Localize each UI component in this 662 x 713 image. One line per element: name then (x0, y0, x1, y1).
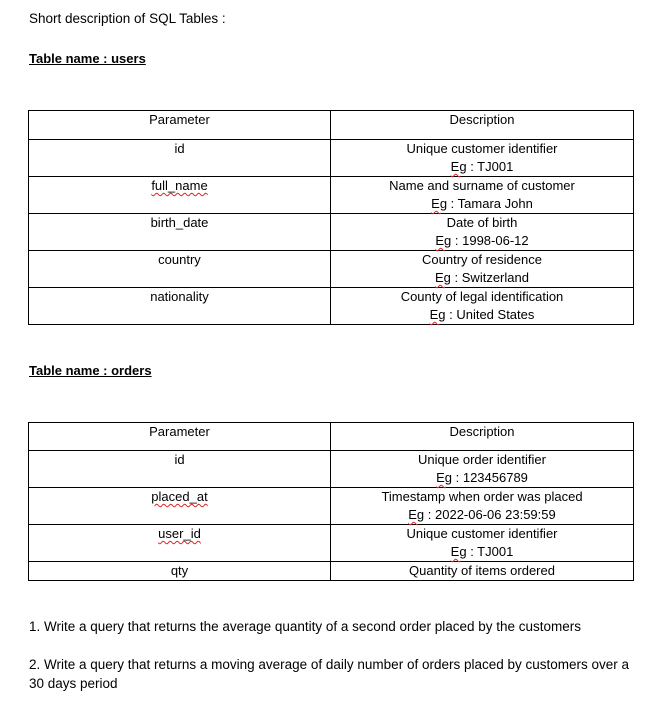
example-value: : TJ001 (466, 159, 514, 174)
description-text: Unique order identifier (418, 452, 546, 467)
param-cell: country (29, 251, 331, 288)
example-value: : 2022-06-06 23:59:59 (424, 507, 556, 522)
param-cell (29, 177, 331, 214)
description-cell (331, 288, 634, 325)
description-cell (331, 214, 634, 251)
description-cell (331, 488, 634, 525)
description-text: County of legal identification (400, 289, 564, 304)
description-text: Country of residence (422, 252, 542, 267)
users-table (28, 110, 634, 325)
example-label: Eg (429, 307, 446, 322)
users-table-title: Table name : users (29, 51, 146, 66)
table-row (29, 140, 634, 177)
description-text: Name and surname of customer (389, 178, 575, 193)
example-line (331, 158, 633, 176)
example-line (331, 506, 633, 524)
example-label: Eg (435, 270, 451, 285)
description-cell (331, 562, 634, 581)
param-text: user_id (158, 526, 201, 541)
orders-header-row (29, 423, 634, 451)
table-row (29, 525, 634, 562)
example-value: : 123456789 (452, 470, 528, 485)
example-value: : Switzerland (450, 270, 529, 285)
param-cell: birth_date (29, 214, 331, 251)
example-line (331, 195, 633, 213)
table-row (29, 562, 634, 581)
example-label: Eg (408, 507, 425, 522)
param-cell: id (29, 140, 331, 177)
param-text: placed_at (151, 489, 208, 504)
orders-header-parameter: Parameter (29, 423, 331, 451)
users-header-description: Description (331, 111, 634, 140)
description-cell (331, 525, 634, 562)
question-1: 1. Write a query that returns the average quantity of a second order placed by the customers (29, 619, 582, 634)
example-line (331, 469, 633, 487)
param-cell: qty (29, 562, 331, 581)
example-line (331, 269, 633, 287)
users-header-parameter: Parameter (29, 111, 331, 140)
description-text: Unique customer identifier (406, 141, 558, 156)
param-text: full_name (151, 178, 208, 193)
example-label: Eg (450, 544, 467, 559)
description-cell (331, 251, 634, 288)
example-label: Eg (431, 196, 448, 211)
example-value: : Tamara John (447, 196, 533, 211)
orders-header-description: Description (331, 423, 634, 451)
example-value: : TJ001 (466, 544, 514, 559)
description-text: Unique customer identifier (406, 526, 558, 541)
example-label: Eg (436, 470, 452, 485)
table-row (29, 177, 634, 214)
question-2: 2. Write a query that returns a moving average of daily number of orders placed by customers over a 30 days period (29, 657, 630, 691)
example-label: Eg (450, 159, 467, 174)
table-row (29, 251, 634, 288)
example-line (331, 306, 633, 324)
orders-table-title: Table name : orders (29, 363, 152, 378)
param-cell (29, 488, 331, 525)
example-value: : United States (445, 307, 535, 322)
intro-text: Short description of SQL Tables : (29, 11, 226, 26)
users-header-row (29, 111, 634, 140)
description-cell (331, 177, 634, 214)
table-row (29, 488, 634, 525)
example-line (331, 543, 633, 561)
description-text: Quantity of items ordered (409, 563, 555, 578)
description-cell (331, 451, 634, 488)
param-cell: id (29, 451, 331, 488)
example-label: Eg (435, 233, 452, 248)
table-row (29, 451, 634, 488)
description-text: Date of birth (446, 215, 518, 230)
table-row (29, 214, 634, 251)
param-cell: nationality (29, 288, 331, 325)
param-cell (29, 525, 331, 562)
example-value: : 1998-06-12 (451, 233, 529, 248)
description-text: Timestamp when order was placed (381, 489, 583, 504)
example-line (331, 232, 633, 250)
description-cell (331, 140, 634, 177)
table-row (29, 288, 634, 325)
orders-table (28, 422, 634, 581)
